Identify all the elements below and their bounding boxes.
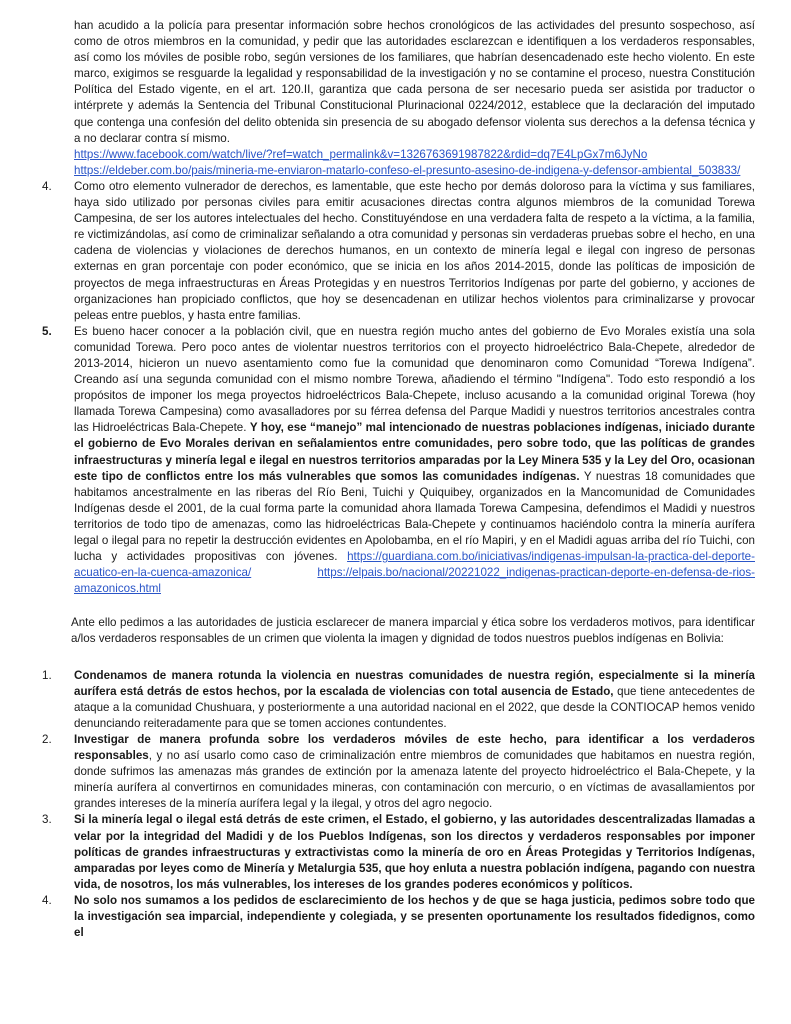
demand-2-rest: , y no así usarlo como caso de criminalización entre miembros de comunidades que habitamos en nuestra región, donde sufrimos las amenazas más grandes de extinción por la amenaza latente del proyecto hidroeléctrico el Bala-Chepete, y la minería aurífera al convertirnos en comunidades mineras, con contaminación con mercurio, o en víctimas de avasallamientos por grandes intereses de la minería aurífera legal y la ilegal, y otros del agro negocio. <box>74 749 755 811</box>
item-5-text <box>74 324 755 598</box>
eldeber-article-link[interactable]: https://eldeber.com.bo/pais/mineria-me-enviaron-matarlo-confeso-el-presunto-asesino-de-indigena-y-defensor-ambiental_503833/ <box>74 163 741 177</box>
demand-2 <box>42 732 755 812</box>
item-4-text: Como otro elemento vulnerador de derechos, es lamentable, que este hecho por demás doloroso para la víctima y sus familiares, haya sido utilizado por personas civiles para emitir acusaciones directas contra algunos miembros de la comunidad Torewa Campesina, de ser los autores intelectuales del hecho. Constituyéndose en una verdadera falta de respeto a la víctima, a la familia, re victimizándolas, así como de criminalizar señalando a otra comunidad y personas sin verdaderas pruebas sobre el hecho, en una cadena de violencias y violaciones de derechos humanos, en un contexto de minería legal e ilegal con ingreso de personas externas en gran porcentaje con poder económico, que se inicia en los años 2014-2015, donde las políticas de imposición de proyectos de mega infraestructuras en Áreas Protegidas y en nuestros Territorios Indígenas por parte del gobierno, y acciones de organizaciones han propiciado conflictos, que hoy se desencadenan en utilizar hechos violentos para criminalizarse y provocar peleas entre pueblos, y hasta entre familias. <box>74 179 755 322</box>
demand-3-text <box>74 812 755 892</box>
demand-4 <box>42 893 755 941</box>
demand-1-bold: Condenamos de manera rotunda la violencia en nuestras comunidades de nuestra región, especialmente si la minería aurífera está detrás de estos hechos, por la escalada de violencias con total ausencia de Estado, <box>74 668 755 698</box>
demand-4-text <box>74 893 755 941</box>
intro-paragraph: Ante ello pedimos a las autoridades de justicia esclarecer de manera imparcial y ética sobre los verdaderos motivos, para identificar a/los verdaderos responsables de un crimen que violenta la imagen y dignidad de todos nuestros pueblos indígenas en Bolivia: <box>71 616 755 646</box>
item-5-text-a: Es bueno hacer conocer a la población civil, que en nuestra región mucho antes del gobierno de Evo Morales existía una sola comunidad Torewa. Pero poco antes de violentar nuestros territorios con el proyecto hidroeléctrico Bala-Chepete, alrededor de 2013-2014, hicieron un nuevo asentamiento como fue la comunidad que denominaron como Comunidad “Torewa Indígena”. Creando así una segunda comunidad con el mismo nombre Torewa, añadiendo el término "Indígena". Todo esto respondió a los propósitos de imponer los mega proyectos hidroeléctricos Bala-Chepete, incluso acusando a la comunidad original Torewa (hoy llamada Torewa Campesina) como avasalladores por su férrea defensa del Parque Madidi y nuestros territorios ancestrales contra las Hidroeléctricas Bala-Chepete. <box>74 324 755 435</box>
item-5 <box>42 324 756 598</box>
demand-2-bold: Investigar de manera profunda sobre los verdaderos móviles de este hecho, para identificar a los verdaderos responsables <box>74 732 755 763</box>
item-5-number: 5. <box>42 324 52 338</box>
demand-2-text <box>74 732 755 812</box>
item-4 <box>42 179 755 324</box>
demand-1-number: 1. <box>42 668 52 682</box>
demand-1-rest: que tiene antecedentes de ataque a la comunidad Chushuara, y posteriormente a una autoridad nacional en el 2022, que desde la CONTIOCAP hemos venido denunciando reiteradamente para que se tomen acciones contundentes. <box>74 684 755 730</box>
elpais-link[interactable]: https://elpais.bo/nacional/20221022_indigenas-practican-deporte-en-defensa-de-rios-amazonicos.html <box>74 566 755 596</box>
demand-3-bold: Si la minería legal o ilegal está detrás de este crimen, el Estado, el gobierno, y las autoridades descentralizadas llamadas a velar por la integridad del Madidi y de los Pueblos Indígenas, son los directos y verdaderos responsables por imponer políticas de grandes infraestructuras y extractivistas como la minería de oro en Áreas Protegidas y Territorios Indígenas, amparadas por leyes como de Minería y Metalurgia 535, que hoy enluta a nuestra población indígena, pagando con nuestra vida, de nosotros, los más vulnerables, los intereses de los grandes poderes económicos y políticos. <box>74 813 755 891</box>
item-4-number: 4. <box>42 179 52 193</box>
demand-3-number: 3. <box>42 813 52 827</box>
item-5-bold: Y hoy, ese “manejo” mal intencionado de nuestras poblaciones indígenas, iniciado durante el gobierno de Evo Morales derivan en señalamientos entre comunidades, pero sobre todo, que las políticas de grandes infraestructuras y minería legal e ilegal en nuestros territorios amparadas por la Ley Minera 535 y la Ley del Oro, ocasionan este tipo de conflictos entre los más vulnerables que somos las comunidades indígenas. <box>74 421 755 483</box>
demand-4-bold: No solo nos sumamos a los pedidos de esclarecimiento de los hechos y de que se haga justicia, pedimos sobre todo que la investigación sea imparcial, independiente y colegiada, y se presenten oportunamente los resultados fidedignos, como el <box>74 893 755 940</box>
demand-1 <box>42 668 755 732</box>
facebook-live-link[interactable]: https://www.facebook.com/watch/live/?ref=watch_permalink&v=1326763691987822&rdid=dq7E4LpGx7m6JyNo <box>74 147 648 161</box>
demand-1-text <box>74 668 755 732</box>
item-5-text-b: Y nuestras 18 comunidades que habitamos ancestralmente en las riberas del Río Beni, Tuichi y Quiquibey, organizados en la Mancomunidad de Comunidades Indígenas desde el 2001, de la cual forma parte la comunidad ahora llamada Torewa Campesina, defendimos el Madidi y nuestros territorios de todo tipo de amenazas, como las hidroeléctricas Bala-Chepete y continuamos haciéndolo contra la minería aurífera legal o ilegal para no repetir la destrucción evidentes en Apolobamba, en el río Mapiri, y en el Madidi aguas arriba del río Tuichi, con lucha y actividades propositivas con jóvenes. <box>74 469 756 564</box>
demand-3 <box>42 812 755 892</box>
demand-2-number: 2. <box>42 732 52 746</box>
demand-4-number: 4. <box>42 893 52 907</box>
item-3-continuation <box>74 18 755 179</box>
guardiana-link[interactable]: https://guardiana.com.bo/iniciativas/indigenas-impulsan-la-practica-del-deporte-acuatico-en-la-cuenca-amazonica/ <box>74 550 755 580</box>
item-3-links <box>74 147 755 179</box>
item-3-text: han acudido a la policía para presentar información sobre hechos cronológicos de las actividades del presunto sospechoso, así como de otros miembros en la comunidad, y pedir que las autoridades esclarezcan e identifiquen a los verdaderos responsables, así como los móviles de posible robo, según versiones de los familiares, que habrían desencadenado este hecho violento. En este marco, exigimos se resguarde la legalidad y responsabilidad de la investigación y no se contamine el proceso, nuestra Constitución Política del Estado vigente, en el art. 120.II, garantiza que cada persona de ser necesario pueda ser asistida por traductor o intérprete y además la Sentencia del Tribunal Constitucional Plurinacional 0224/2012, establece que la declaración del imputado que contenga una confesión del delito obtenida sin presencia de su abogado defensor violenta sus derechos a la defensa técnica y a no declarar contra sí mismo. <box>74 19 755 145</box>
